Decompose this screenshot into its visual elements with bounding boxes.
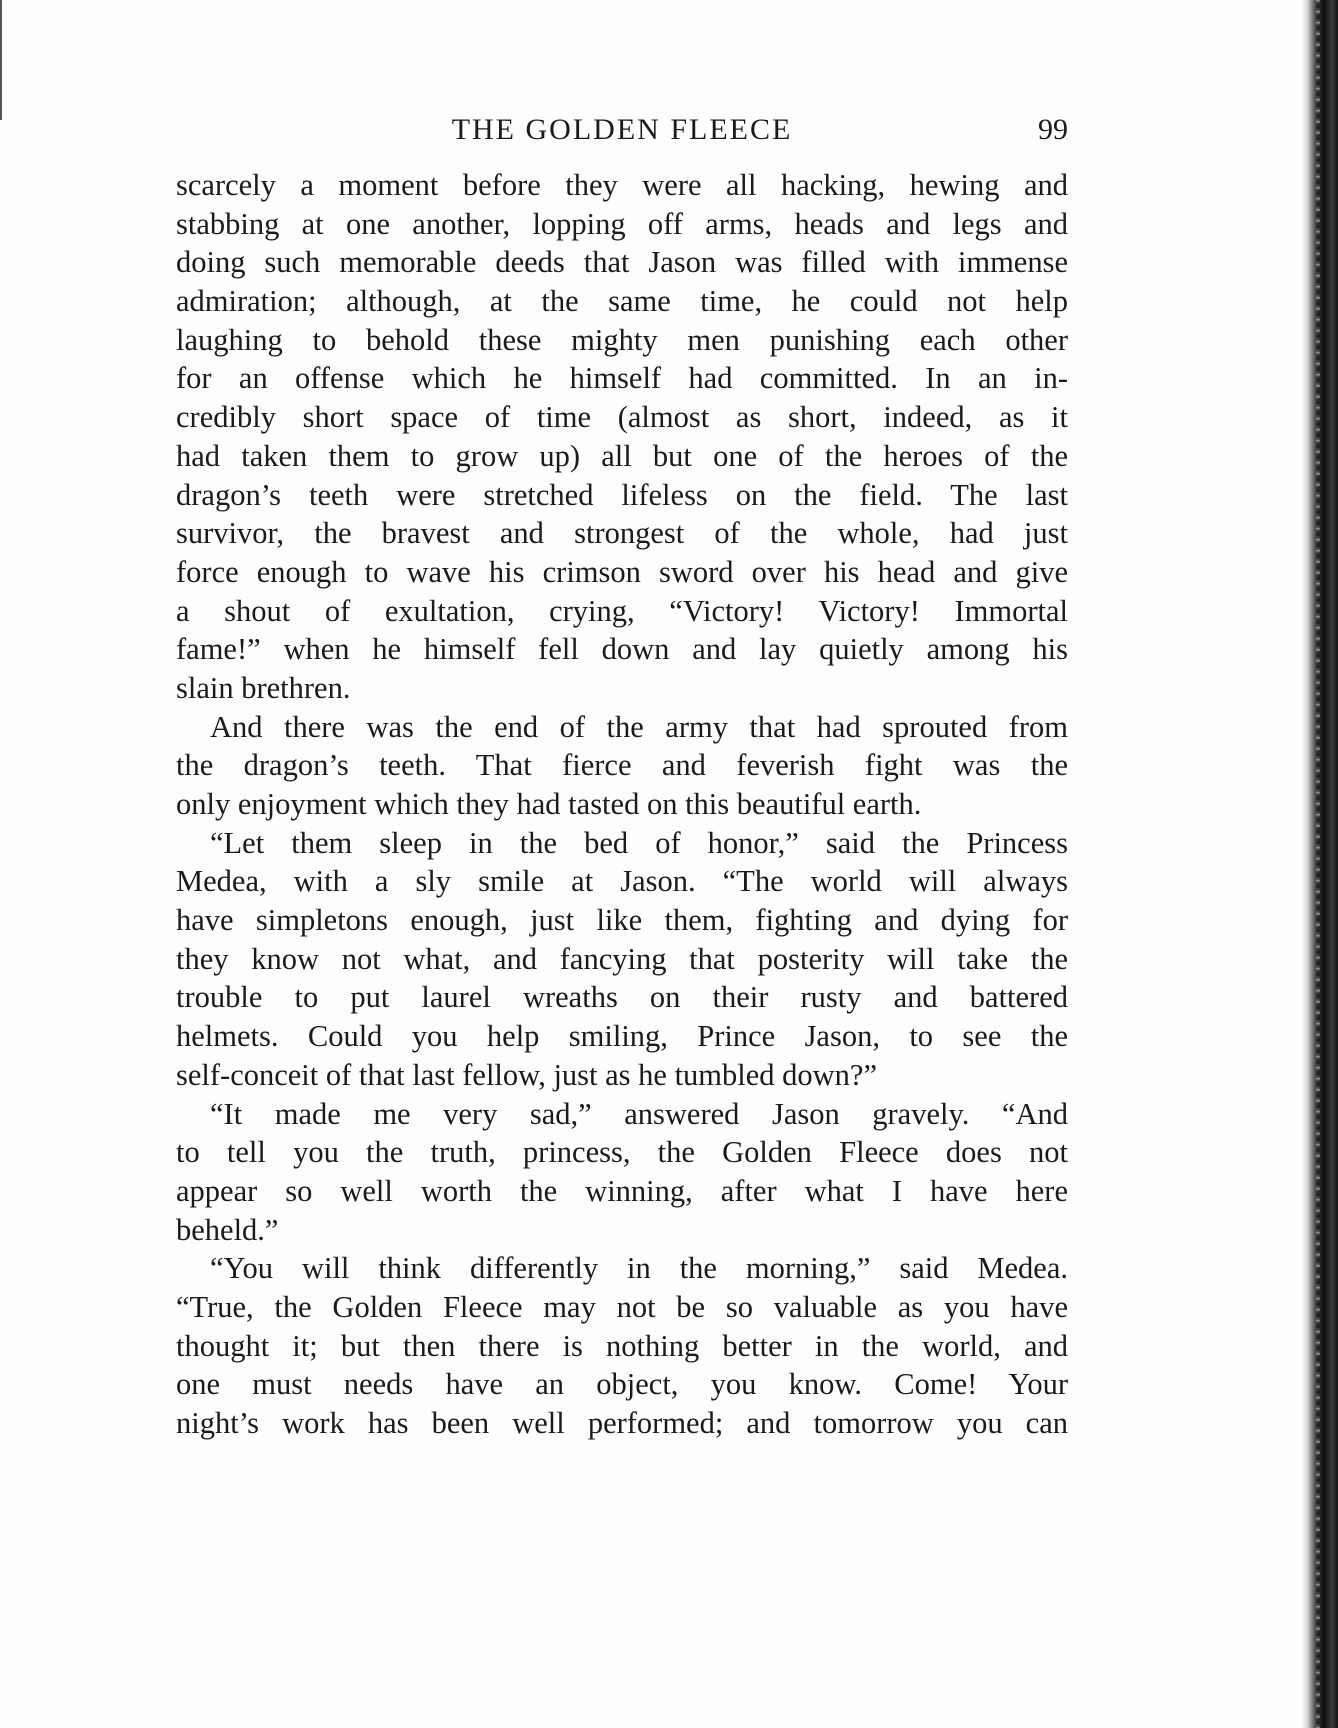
text-line: “True, the Golden Fleece may not be so valuable as you have	[176, 1289, 1068, 1324]
text-line: doing such memorable deeds that Jason was filled with immense	[176, 245, 1068, 280]
scan-binding-texture	[1316, 0, 1320, 1728]
text-line: survivor, the bravest and strongest of the whole, had just	[176, 516, 1068, 551]
text-line: And there was the end of the army that had sprouted from	[210, 709, 1068, 744]
text-line: Medea, with a sly smile at Jason. “The world will always	[176, 864, 1068, 899]
scan-binding-edge	[1302, 0, 1338, 1728]
text-line: only enjoyment which they had tasted on this beautiful earth.	[176, 787, 922, 821]
text-line: “It made me very sad,” answered Jason gravely. “And	[210, 1096, 1068, 1131]
text-line: had taken them to grow up) all but one of the heroes of the	[176, 438, 1068, 473]
text-line: slain brethren.	[176, 670, 351, 705]
page-number: 99	[1038, 113, 1068, 146]
text-line: to tell you the truth, princess, the Golden Fleece does not	[176, 1135, 1068, 1170]
text-line: admiration; although, at the same time, he could not help	[176, 284, 1068, 319]
text-line: a shout of exultation, crying, “Victory! Victory! Immortal	[176, 593, 1068, 628]
text-line: credibly short space of time (almost as short, indeed, as it	[176, 400, 1068, 435]
text-line: one must needs have an object, you know. Come! Your	[176, 1367, 1068, 1402]
text-line: they know not what, and fancying that posterity will take the	[176, 941, 1068, 976]
text-line: appear so well worth the winning, after what I have here	[176, 1173, 1068, 1208]
scan-left-edge	[0, 0, 2, 120]
text-line: “You will think differently in the morning,” said Medea.	[210, 1251, 1068, 1286]
body-text	[176, 166, 1068, 1443]
text-line: dragon’s teeth were stretched lifeless on the field. The last	[176, 477, 1068, 512]
text-line: trouble to put laurel wreaths on their rusty and battered	[176, 980, 1068, 1015]
text-line: thought it; but then there is nothing better in the world, and	[176, 1328, 1068, 1363]
text-line: force enough to wave his crimson sword over his head and give	[176, 554, 1068, 589]
text-line: scarcely a moment before they were all hacking, hewing and	[176, 168, 1068, 202]
running-head	[176, 108, 1068, 152]
text-line: beheld.”	[176, 1212, 279, 1247]
text-line: “Let them sleep in the bed of honor,” said the Princess	[210, 825, 1068, 860]
text-line: for an offense which he himself had committed. In an in-	[176, 361, 1068, 396]
text-line: fame!” when he himself fell down and lay quietly among his	[176, 632, 1068, 667]
running-title: THE GOLDEN FLEECE	[451, 113, 793, 146]
text-line: stabbing at one another, lopping off arms, heads and legs and	[176, 206, 1068, 241]
text-line: the dragon’s teeth. That fierce and feverish fight was the	[176, 748, 1068, 783]
text-line: laughing to behold these mighty men punishing each other	[176, 322, 1068, 357]
text-line: have simpletons enough, just like them, fighting and dying for	[176, 903, 1068, 938]
text-line: self-conceit of that last fellow, just as he tumbled down?”	[176, 1057, 878, 1092]
text-line: night’s work has been well performed; and tomorrow you can	[176, 1406, 1068, 1440]
text-line: helmets. Could you help smiling, Prince Jason, to see the	[176, 1019, 1068, 1054]
